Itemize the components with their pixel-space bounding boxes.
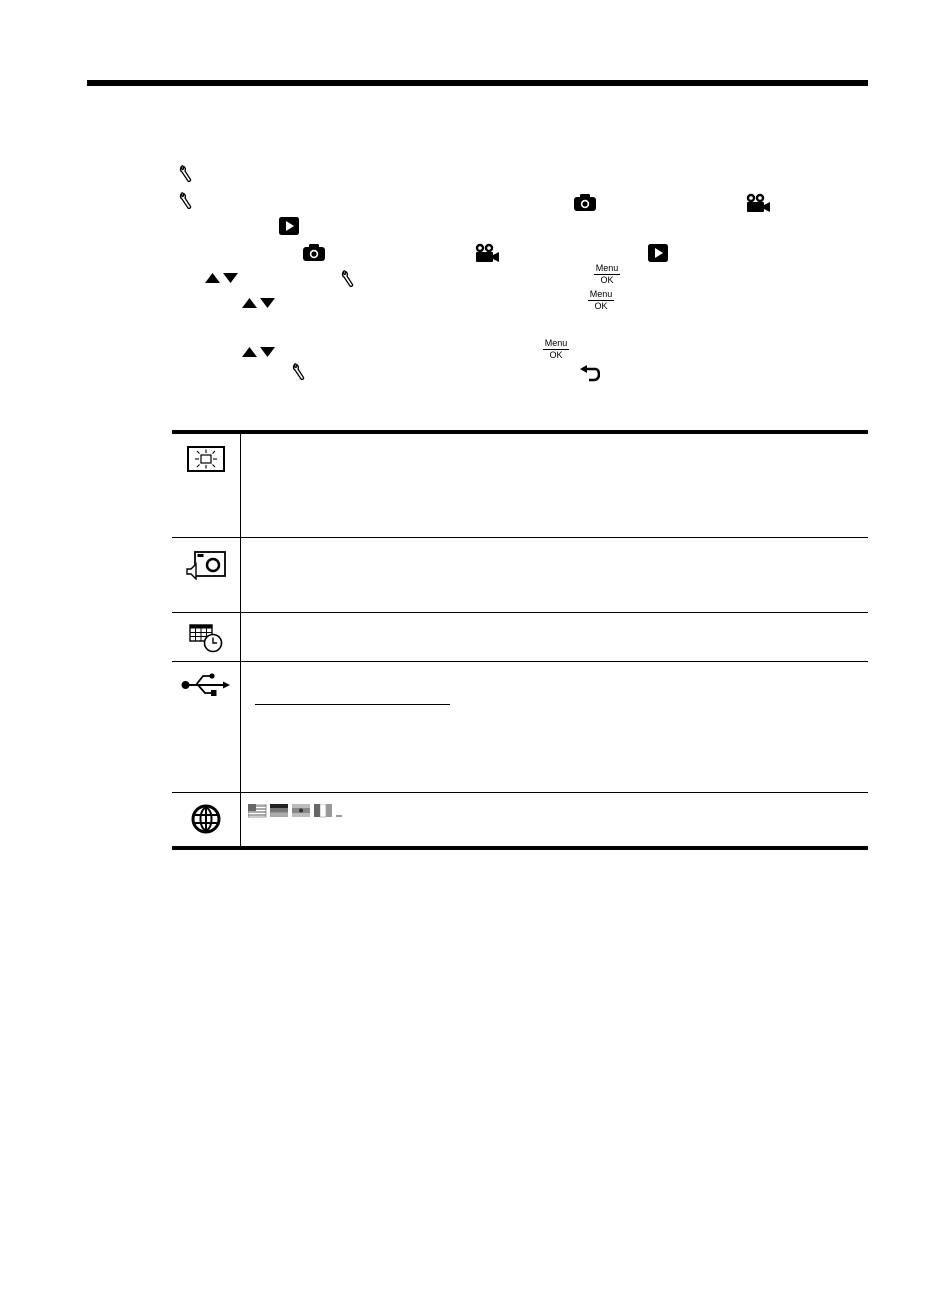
table-row	[172, 793, 868, 846]
up-down-arrows-icon	[241, 297, 277, 309]
cross-reference-link[interactable]	[255, 704, 450, 705]
usb-configuration-icon	[172, 662, 240, 792]
menu-ok-button-icon	[594, 264, 620, 286]
menu-label: Menu	[589, 289, 613, 299]
up-down-arrows-icon	[241, 346, 277, 358]
camera-icon	[573, 194, 597, 212]
ok-label: OK	[549, 350, 563, 360]
playback-icon	[648, 244, 668, 262]
up-down-arrows-icon	[204, 272, 240, 284]
menu-ok-button-icon	[543, 339, 569, 361]
setup-menu-table	[172, 430, 868, 851]
back-arrow-icon	[580, 365, 600, 383]
table-row	[172, 662, 868, 792]
menu-label: Menu	[544, 338, 568, 348]
ok-label: OK	[600, 275, 614, 285]
language-flags-icon	[248, 804, 344, 820]
table-bottom-rule	[172, 846, 868, 850]
table-row	[172, 434, 868, 537]
display-brightness-icon	[172, 434, 240, 537]
wrench-icon	[341, 270, 355, 288]
video-camera-icon	[474, 243, 500, 263]
camera-icon	[302, 244, 326, 262]
table-row	[172, 538, 868, 612]
video-camera-icon	[745, 193, 771, 213]
camera-sounds-icon	[172, 538, 240, 612]
ok-label: OK	[594, 301, 608, 311]
menu-ok-button-icon	[588, 290, 614, 312]
date-time-icon	[172, 613, 240, 661]
menu-label: Menu	[595, 263, 619, 273]
top-rule	[87, 80, 868, 86]
wrench-icon	[179, 165, 193, 183]
language-globe-icon	[172, 793, 240, 846]
wrench-icon	[292, 363, 306, 381]
wrench-icon	[179, 192, 193, 210]
playback-icon	[279, 217, 299, 235]
table-row	[172, 613, 868, 661]
